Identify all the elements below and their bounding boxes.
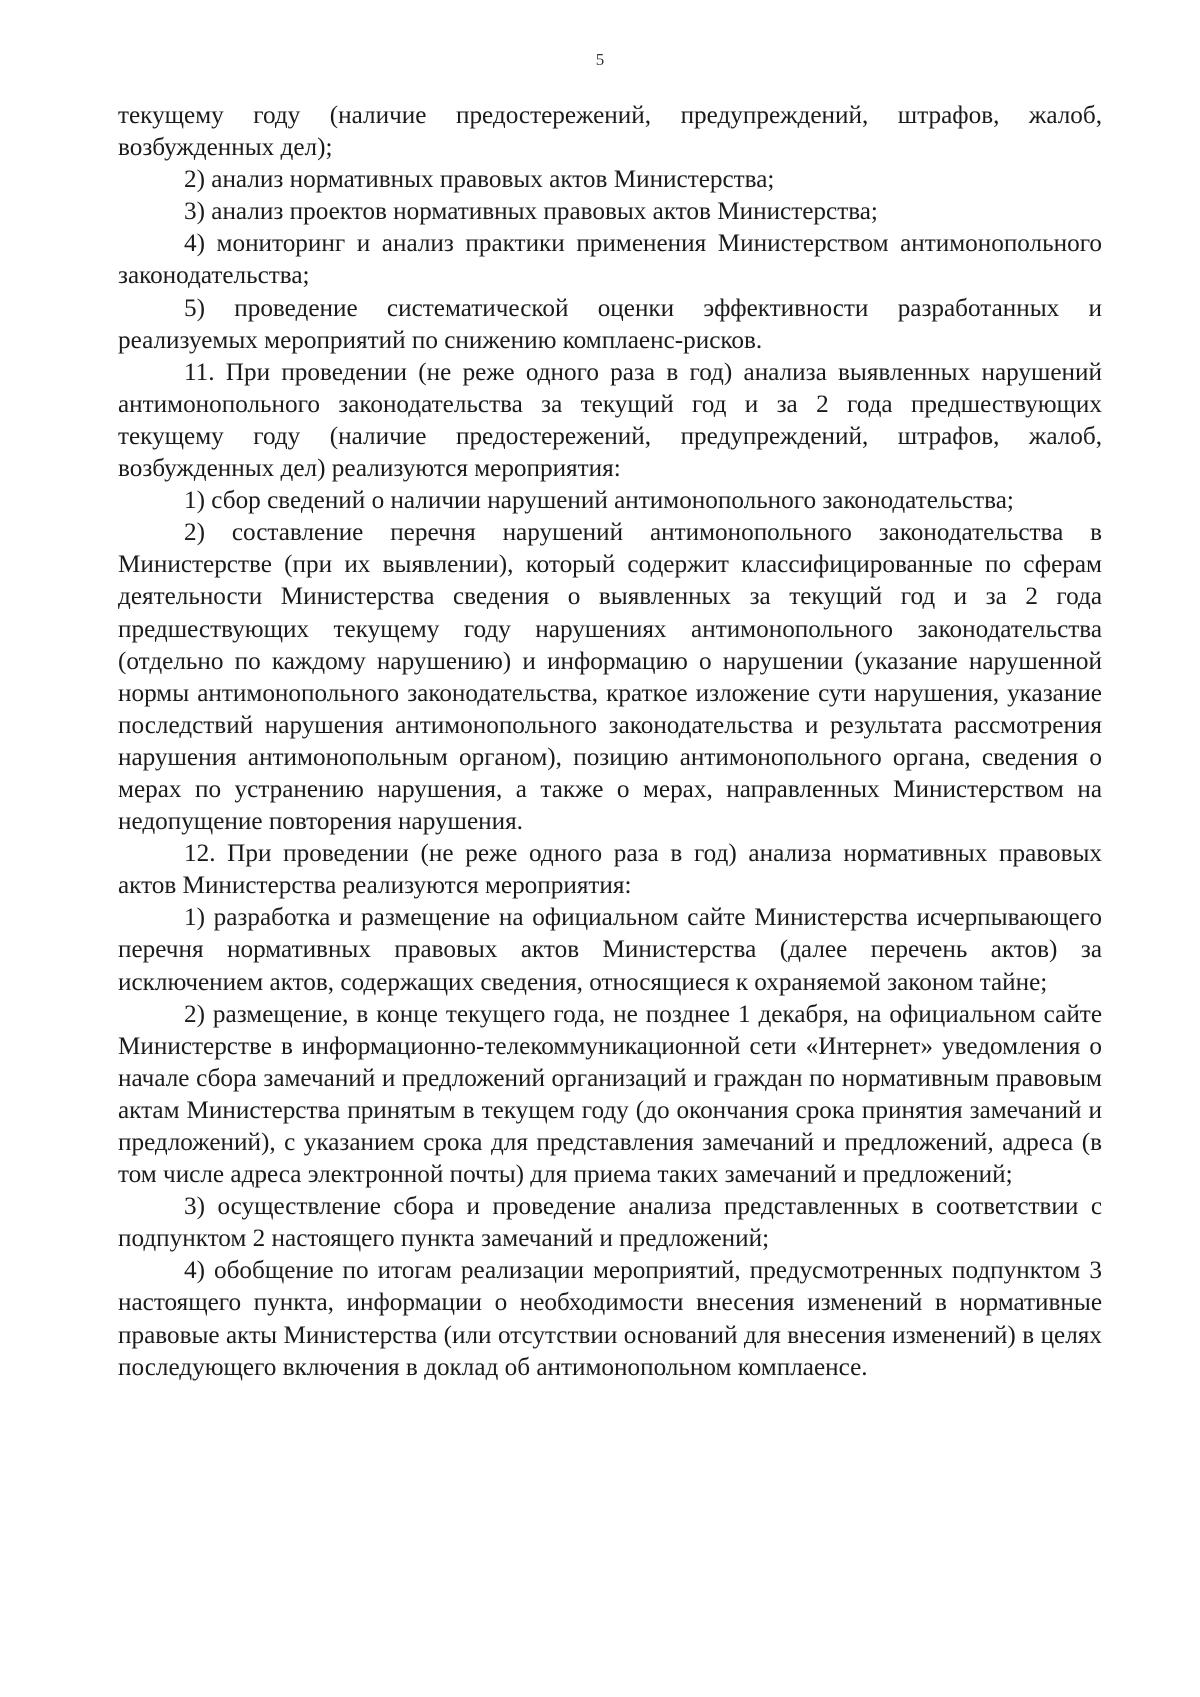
paragraph-7: 1) сбор сведений о наличии нарушений антимонопольного законодательства; (184, 487, 1014, 515)
paragraph-1: текущему году (наличие предостережений, предупреждений, штрафов, жалоб, возбужденных дел); (118, 102, 1102, 162)
page-number: 5 (595, 50, 605, 69)
paragraph-8: 2) составление перечня нарушений антимонопольного законодательства в Министерстве (при их выявлении), который содержит классифицированные по сферам деятельности Министерства сведения о выявленных за текущий год и за 2 года предшествующих текущему году нарушениях антимонопольного законодательства (отдельно по каждому нарушению) и информацию о нарушении (указание нарушенной нормы антимонопольного законодательства, краткое изложение сути нарушения, указание последствий нарушения антимонопольного законодательства и результата рассмотрения нарушения антимонопольным органом), позицию антимонопольного органа, сведения о мерах по устранению нарушения, а также о мерах, направленных Министерством на недопущение повторения нарушения. (118, 519, 1102, 836)
paragraph-2: 2) анализ нормативных правовых актов Министерства; (184, 166, 775, 194)
paragraph-10: 1) разработка и размещение на официальном сайте Министерства исчерпывающего перечня нормативных правовых актов Министерства (далее перечень актов) за исключением актов, содержащих сведения, относящиеся к охраняемой законом тайне; (118, 904, 1102, 996)
paragraph-3: 3) анализ проектов нормативных правовых актов Министерства; (184, 198, 878, 226)
paragraph-9: 12. При проведении (не реже одного раза в год) анализа нормативных правовых актов Министерства реализуются мероприятия: (118, 840, 1102, 900)
paragraph-6: 11. При проведении (не реже одного раза в год) анализа выявленных нарушений антимонопольного законодательства за текущий год и за 2 года предшествующих текущему году (наличие предостережений, предупреждений, штрафов, жалоб, возбужденных дел) реализуются мероприятия: (118, 358, 1102, 483)
paragraph-5: 5) проведение систематической оценки эффективности разработанных и реализуемых мероприятий по снижению комплаенс-рисков. (118, 294, 1102, 354)
paragraph-4: 4) мониторинг и анализ практики применения Министерством антимонопольного законодательства; (118, 230, 1102, 290)
paragraph-13: 4) обобщение по итогам реализации мероприятий, предусмотренных подпунктом 3 настоящего пункта, информации о необходимости внесения изменений в нормативные правовые акты Министерства (или отсутствии оснований для внесения изменений) в целях последующего включения в доклад об антимонопольном комплаенсе. (118, 1257, 1102, 1381)
document-body (118, 100, 1102, 1384)
paragraph-12: 3) осуществление сбора и проведение анализа представленных в соответствии с подпунктом 2 настоящего пункта замечаний и предложений; (118, 1193, 1102, 1253)
paragraph-11: 2) размещение, в конце текущего года, не позднее 1 декабря, на официальном сайте Министерстве в информационно-телекоммуникационной сети «Интернет» уведомления о начале сбора замечаний и предложений организаций и граждан по нормативным правовым актам Министерства принятым в текущем году (до окончания срока принятия замечаний и предложений), с указанием срока для представления замечаний и предложений, адреса (в том числе адреса электронной почты) для приема таких замечаний и предложений; (118, 1000, 1102, 1189)
